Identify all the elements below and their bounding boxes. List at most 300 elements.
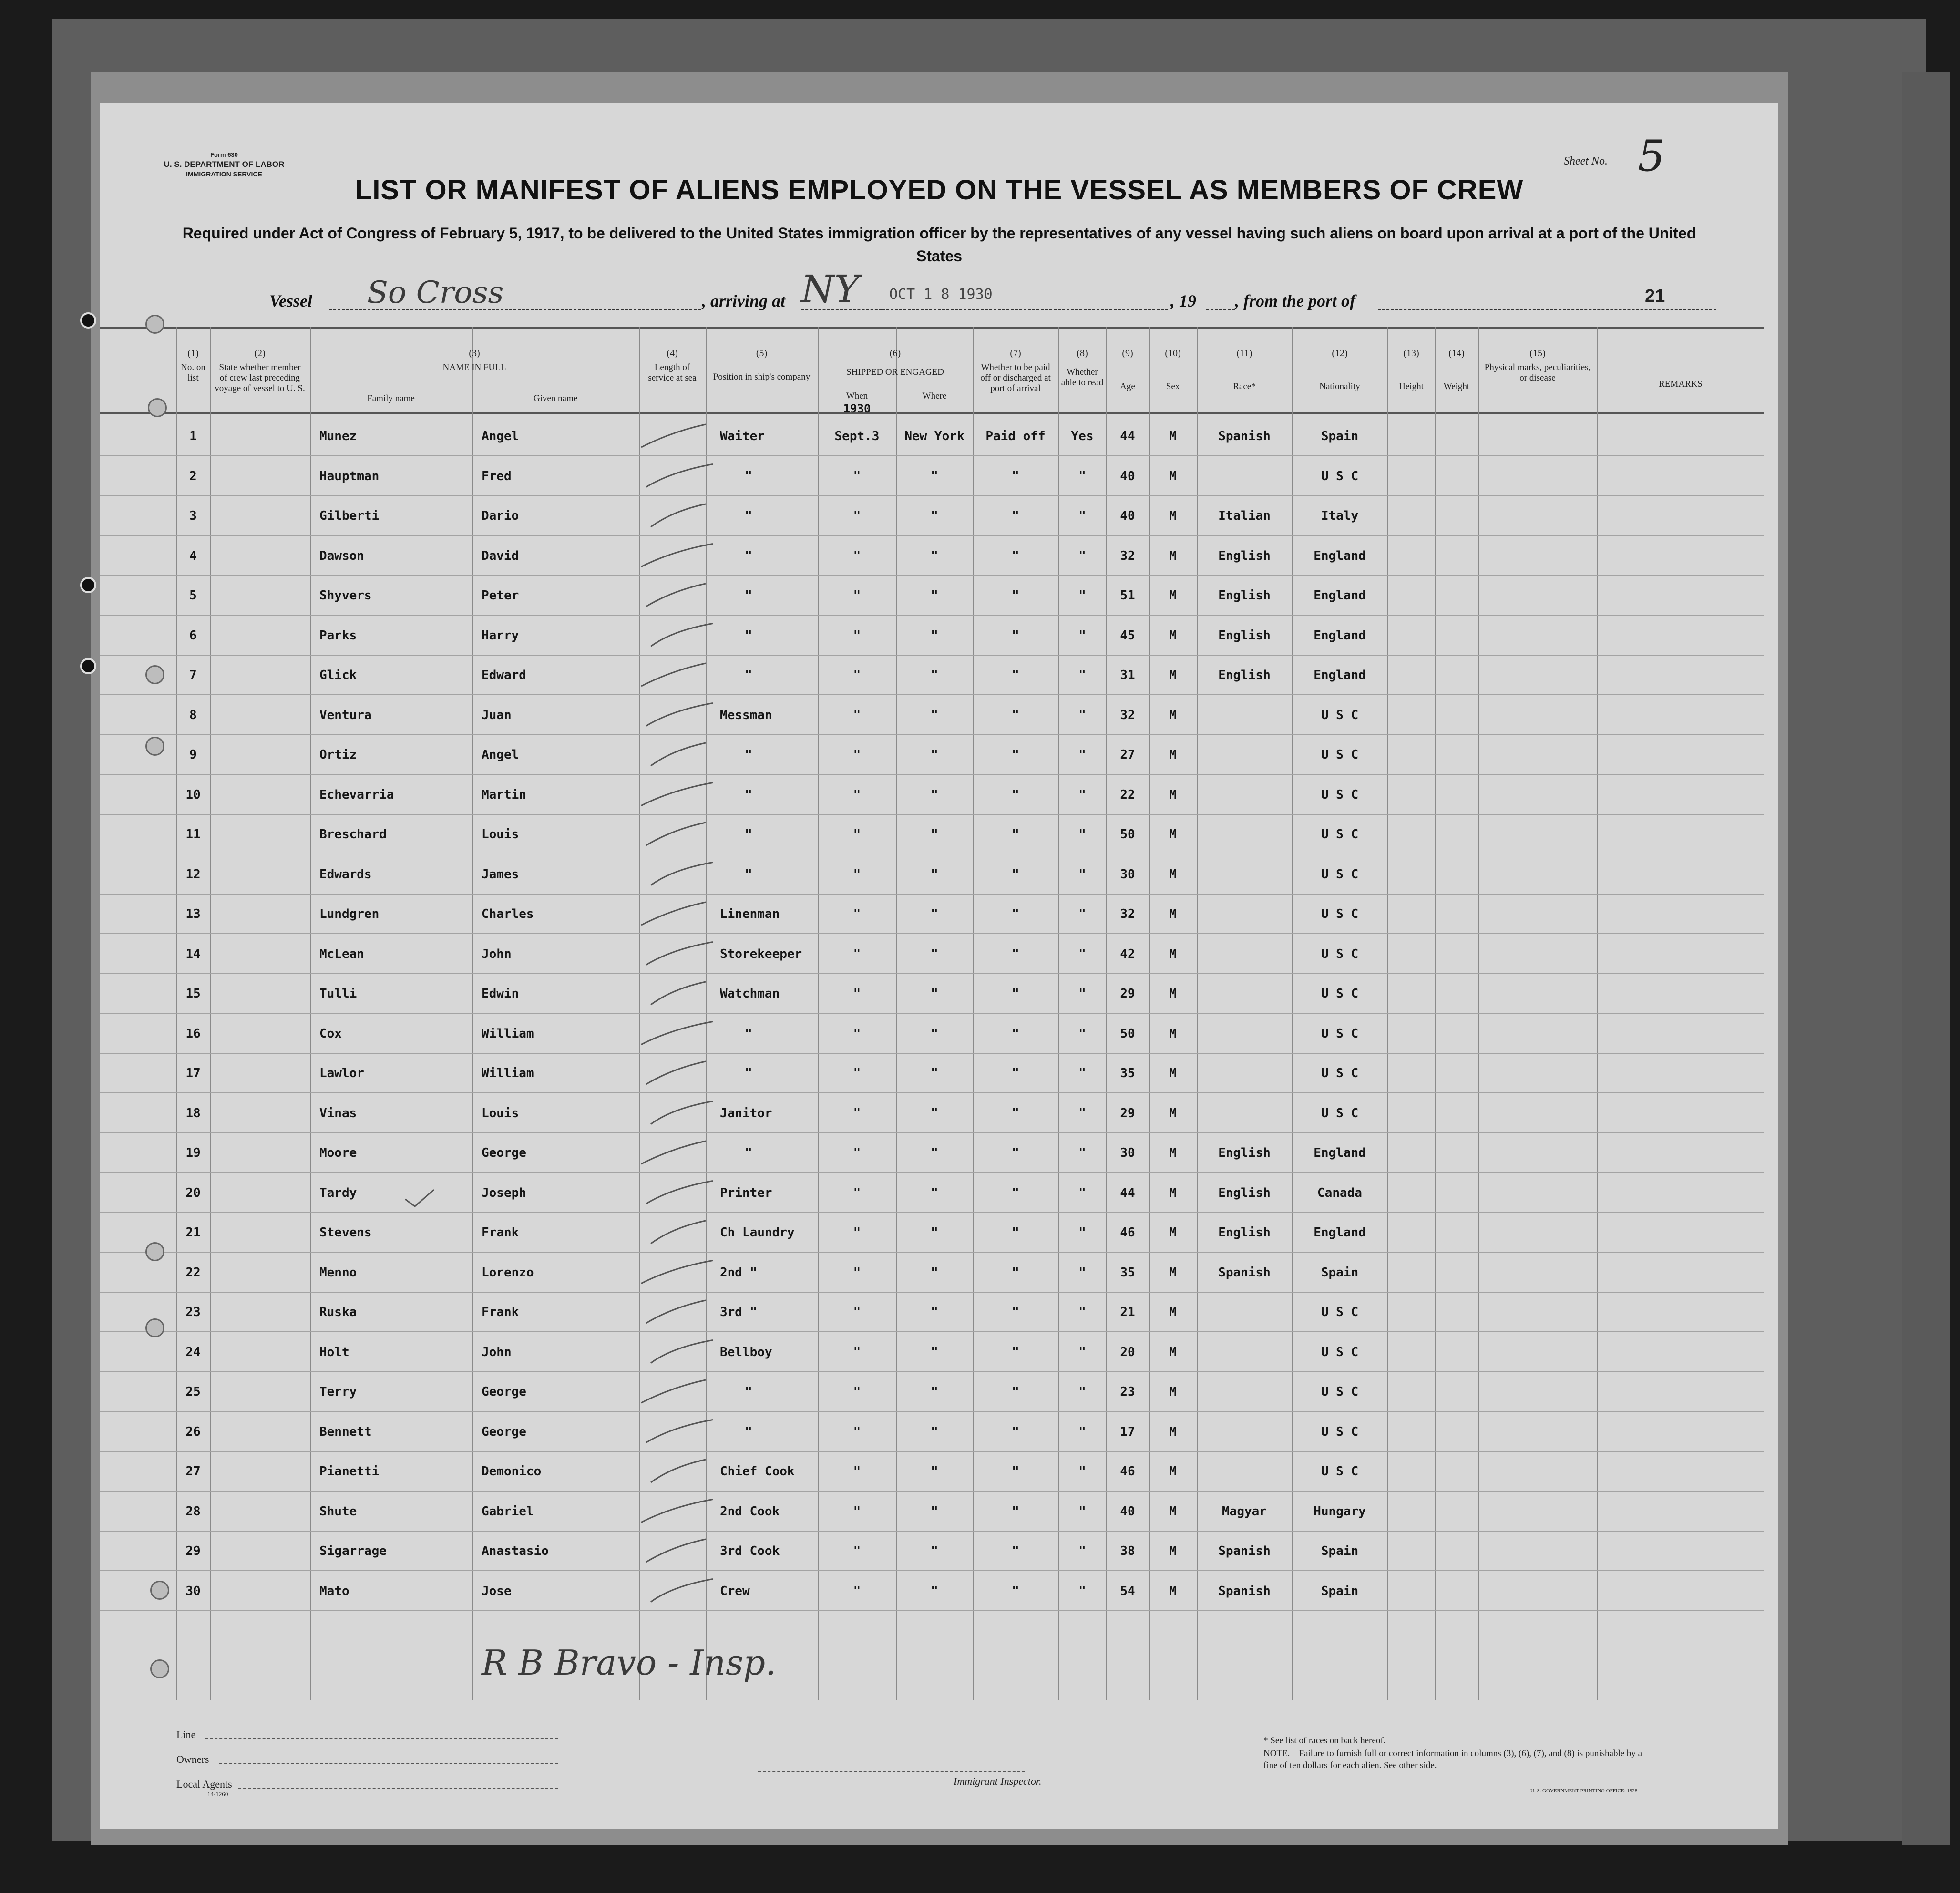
cell-where: " xyxy=(931,907,938,921)
cell-position: Ch Laundry xyxy=(720,1225,795,1240)
col-number-5: (5) xyxy=(756,348,768,359)
col-number-14: (14) xyxy=(1448,348,1465,359)
cell-given: Edwin xyxy=(482,987,519,1001)
cell-read: " xyxy=(1078,548,1086,563)
cell-given: Frank xyxy=(482,1305,519,1319)
cell-race: Spanish xyxy=(1218,1265,1271,1280)
cell-sex: M xyxy=(1169,787,1177,802)
cell-age: 45 xyxy=(1120,628,1135,643)
cell-sex: M xyxy=(1169,1584,1177,1598)
header-when: When xyxy=(846,391,868,401)
cell-age: 32 xyxy=(1120,548,1135,563)
cell-position: 3rd Cook xyxy=(720,1544,780,1558)
cell-no: 14 xyxy=(185,946,201,961)
cell-family: Ventura xyxy=(319,708,372,722)
cell-paid: " xyxy=(1012,548,1019,563)
pencil-check-mark xyxy=(651,982,706,1005)
cell-read: " xyxy=(1078,1544,1086,1558)
cell-sex: M xyxy=(1169,1345,1177,1359)
cell-family: Holt xyxy=(319,1345,349,1359)
cell-where: " xyxy=(931,1225,938,1240)
cell-family: Moore xyxy=(319,1146,357,1160)
cell-paid: " xyxy=(1012,867,1019,882)
col-number-7: (7) xyxy=(1010,348,1021,359)
cell-position: Printer xyxy=(720,1185,772,1200)
cell-position: " xyxy=(745,588,752,603)
cell-position: 2nd Cook xyxy=(720,1504,780,1519)
cell-paid: " xyxy=(1012,1584,1019,1598)
cell-read: " xyxy=(1078,1584,1086,1598)
cell-position: " xyxy=(745,509,752,523)
cell-sex: M xyxy=(1169,748,1177,762)
cell-read: " xyxy=(1078,987,1086,1001)
pencil-check-mark xyxy=(641,1500,713,1523)
cell-no: 8 xyxy=(189,708,197,722)
cell-family: Shyvers xyxy=(319,588,372,603)
cell-paid: " xyxy=(1012,509,1019,523)
cell-position: " xyxy=(745,1385,752,1399)
cell-no: 3 xyxy=(189,509,197,523)
cell-given: Jose xyxy=(482,1584,512,1598)
cell-no: 9 xyxy=(189,748,197,762)
cell-when: " xyxy=(853,1345,861,1359)
cell-no: 6 xyxy=(189,628,197,643)
cell-when: " xyxy=(853,548,861,563)
cell-nationality: Canada xyxy=(1317,1185,1362,1200)
cell-where: " xyxy=(931,1066,938,1080)
cell-paid: " xyxy=(1012,1026,1019,1041)
header-physical-marks: Physical marks, peculiarities, or disease xyxy=(1484,362,1591,383)
cell-sex: M xyxy=(1169,1265,1177,1280)
cell-age: 21 xyxy=(1120,1305,1135,1319)
cell-nationality: U S C xyxy=(1321,787,1359,802)
reinforcement-ring xyxy=(150,1659,169,1678)
pencil-check-mark xyxy=(646,703,713,726)
cell-sex: M xyxy=(1169,946,1177,961)
cell-family: Lundgren xyxy=(319,907,380,921)
cell-position: Linenman xyxy=(720,907,780,921)
local-agents-label: Local Agents xyxy=(176,1778,232,1790)
cell-age: 30 xyxy=(1120,867,1135,882)
binder-strip xyxy=(1902,72,1950,1845)
year-label: , 19 xyxy=(1170,291,1196,310)
cell-family: Gilberti xyxy=(319,509,380,523)
cell-nationality: U S C xyxy=(1321,987,1359,1001)
cell-nationality: U S C xyxy=(1321,1385,1359,1399)
cell-nationality: U S C xyxy=(1321,946,1359,961)
cell-age: 54 xyxy=(1120,1584,1135,1598)
col-number-3: (3) xyxy=(469,348,480,359)
cell-where: " xyxy=(931,946,938,961)
cell-read: " xyxy=(1078,1385,1086,1399)
cell-age: 20 xyxy=(1120,1345,1135,1359)
arriving-port: NY xyxy=(801,267,860,311)
cell-paid: " xyxy=(1012,469,1019,484)
cell-paid: " xyxy=(1012,1066,1019,1080)
cell-paid: " xyxy=(1012,1424,1019,1439)
cell-position: " xyxy=(745,748,752,762)
cell-race: English xyxy=(1218,628,1271,643)
page-title: LIST OR MANIFEST OF ALIENS EMPLOYED ON THE VESSEL AS MEMBERS OF CREW xyxy=(355,175,1524,206)
cell-where: " xyxy=(931,1026,938,1041)
pencil-check-mark xyxy=(646,1300,706,1323)
cell-when: " xyxy=(853,787,861,802)
cell-position: " xyxy=(745,1066,752,1080)
cell-family: Tulli xyxy=(319,987,357,1001)
cell-given: David xyxy=(482,548,519,563)
cell-read: " xyxy=(1078,668,1086,682)
cell-when: " xyxy=(853,1464,861,1479)
cell-read: " xyxy=(1078,867,1086,882)
col-number-10: (10) xyxy=(1165,348,1181,359)
header-where: Where xyxy=(922,391,947,401)
cell-when: " xyxy=(853,1584,861,1598)
cell-family: Stevens xyxy=(319,1225,372,1240)
col-number-8: (8) xyxy=(1077,348,1088,359)
binder-punch-hole xyxy=(80,577,96,593)
cell-given: Demonico xyxy=(482,1464,542,1479)
cell-read: " xyxy=(1078,907,1086,921)
cell-sex: M xyxy=(1169,1464,1177,1479)
cell-read: " xyxy=(1078,827,1086,842)
cell-read: " xyxy=(1078,1106,1086,1121)
cell-sex: M xyxy=(1169,1026,1177,1041)
cell-when: " xyxy=(853,1106,861,1121)
cell-no: 13 xyxy=(185,907,201,921)
cell-race: Spanish xyxy=(1218,429,1271,443)
cell-given: Harry xyxy=(482,628,519,643)
cell-no: 21 xyxy=(185,1225,201,1240)
pencil-check-mark xyxy=(651,1340,713,1363)
pencil-check-mark xyxy=(641,424,706,447)
cell-given: Angel xyxy=(482,429,519,443)
cell-no: 16 xyxy=(185,1026,201,1041)
cell-read: " xyxy=(1078,509,1086,523)
line-field xyxy=(205,1738,558,1739)
cell-family: Tardy xyxy=(319,1185,357,1200)
cell-no: 29 xyxy=(185,1544,201,1558)
cell-no: 11 xyxy=(185,827,201,842)
cell-where: " xyxy=(931,987,938,1001)
header-remarks: REMARKS xyxy=(1659,379,1703,389)
pencil-check-mark xyxy=(646,823,706,845)
cell-read: " xyxy=(1078,946,1086,961)
cell-sex: M xyxy=(1169,708,1177,722)
service-name: IMMIGRATION SERVICE xyxy=(186,170,262,178)
cell-no: 12 xyxy=(185,867,201,882)
cell-family: Parks xyxy=(319,628,357,643)
cell-paid: " xyxy=(1012,708,1019,722)
cell-no: 24 xyxy=(185,1345,201,1359)
cell-when: Sept.3 xyxy=(834,429,880,443)
pencil-check-mark xyxy=(646,1061,706,1084)
cell-position: " xyxy=(745,1424,752,1439)
cell-age: 22 xyxy=(1120,787,1135,802)
cell-sex: M xyxy=(1169,827,1177,842)
cell-where: " xyxy=(931,1345,938,1359)
vessel-name: So Cross xyxy=(367,275,504,310)
cell-given: Peter xyxy=(482,588,519,603)
cell-when: " xyxy=(853,1544,861,1558)
cell-position: " xyxy=(745,668,752,682)
cell-no: 19 xyxy=(185,1146,201,1160)
owners-label: Owners xyxy=(176,1753,209,1765)
header-state-whether: State whether member of crew last preceding voyage of vessel to U. S. xyxy=(215,362,305,393)
cell-no: 22 xyxy=(185,1265,201,1280)
cell-nationality: U S C xyxy=(1321,1305,1359,1319)
cell-where: " xyxy=(931,1385,938,1399)
cell-where: " xyxy=(931,469,938,484)
cell-age: 44 xyxy=(1120,1185,1135,1200)
cell-family: Menno xyxy=(319,1265,357,1280)
cell-where: New York xyxy=(904,429,965,443)
header-sex: Sex xyxy=(1166,381,1180,391)
cell-where: " xyxy=(931,1185,938,1200)
cell-when: " xyxy=(853,946,861,961)
cell-position: Bellboy xyxy=(720,1345,772,1359)
reinforcement-ring xyxy=(145,1318,164,1337)
printer-note: U. S. GOVERNMENT PRINTING OFFICE: 1928 xyxy=(1530,1788,1638,1794)
cell-read: " xyxy=(1078,628,1086,643)
cell-family: Glick xyxy=(319,668,357,682)
binder-punch-hole xyxy=(80,312,96,329)
arriving-label: , arriving at xyxy=(702,291,786,310)
cell-age: 50 xyxy=(1120,1026,1135,1041)
pencil-check-mark xyxy=(641,1022,713,1045)
cell-family: Sigarrage xyxy=(319,1544,387,1558)
cell-family: Hauptman xyxy=(319,469,380,484)
header-family-name: Family name xyxy=(367,393,415,403)
header-race: Race* xyxy=(1233,381,1256,391)
cell-race: English xyxy=(1218,588,1271,603)
cell-given: Louis xyxy=(482,1106,519,1121)
cell-read: " xyxy=(1078,1504,1086,1519)
cell-when: " xyxy=(853,907,861,921)
cell-race: Italian xyxy=(1218,509,1271,523)
cell-age: 40 xyxy=(1120,469,1135,484)
cell-sex: M xyxy=(1169,1424,1177,1439)
pencil-check-mark xyxy=(646,1420,713,1443)
cell-sex: M xyxy=(1169,1066,1177,1080)
cell-paid: " xyxy=(1012,787,1019,802)
cell-no: 4 xyxy=(189,548,197,563)
cell-age: 29 xyxy=(1120,987,1135,1001)
cell-age: 30 xyxy=(1120,1146,1135,1160)
form-number: Form 630 xyxy=(210,151,238,158)
cell-paid: " xyxy=(1012,1185,1019,1200)
cell-when: " xyxy=(853,1026,861,1041)
cell-no: 1 xyxy=(189,429,197,443)
cell-paid: " xyxy=(1012,1225,1019,1240)
cell-paid: " xyxy=(1012,1146,1019,1160)
header-age: Age xyxy=(1120,381,1135,391)
pencil-check-mark xyxy=(641,902,706,925)
cell-where: " xyxy=(931,748,938,762)
col-number-2: (2) xyxy=(254,348,266,359)
cell-family: Echevarria xyxy=(319,787,394,802)
cell-nationality: U S C xyxy=(1321,827,1359,842)
cell-race: English xyxy=(1218,1146,1271,1160)
cell-sex: M xyxy=(1169,1504,1177,1519)
inspector-signature: R B Bravo - Insp. xyxy=(482,1643,777,1683)
pencil-check-mark xyxy=(641,663,706,686)
cell-position: Messman xyxy=(720,708,772,722)
cell-where: " xyxy=(931,1146,938,1160)
cell-position: " xyxy=(745,1146,752,1160)
cell-nationality: U S C xyxy=(1321,1066,1359,1080)
cell-nationality: U S C xyxy=(1321,1106,1359,1121)
cell-given: Juan xyxy=(482,708,512,722)
cell-when: " xyxy=(853,1305,861,1319)
page-number: 21 xyxy=(1645,286,1665,306)
cell-paid: " xyxy=(1012,946,1019,961)
cell-sex: M xyxy=(1169,1146,1177,1160)
col-number-4: (4) xyxy=(667,348,678,359)
cell-race: English xyxy=(1218,548,1271,563)
cell-position: Crew xyxy=(720,1584,750,1598)
cell-family: Ortiz xyxy=(319,748,357,762)
cell-race: English xyxy=(1218,668,1271,682)
cell-paid: " xyxy=(1012,1345,1019,1359)
cell-sex: M xyxy=(1169,628,1177,643)
cell-where: " xyxy=(931,827,938,842)
cell-nationality: U S C xyxy=(1321,748,1359,762)
cell-read: " xyxy=(1078,1345,1086,1359)
cell-age: 17 xyxy=(1120,1424,1135,1439)
cell-family: Cox xyxy=(319,1026,342,1041)
cell-nationality: England xyxy=(1314,1225,1366,1240)
cell-when: " xyxy=(853,748,861,762)
cell-age: 35 xyxy=(1120,1066,1135,1080)
cell-nationality: U S C xyxy=(1321,1345,1359,1359)
cell-sex: M xyxy=(1169,469,1177,484)
cell-given: William xyxy=(482,1026,534,1041)
cell-no: 28 xyxy=(185,1504,201,1519)
pencil-check-mark xyxy=(651,1579,713,1602)
header-no-on-list: No. on list xyxy=(181,362,205,383)
pencil-check-mark xyxy=(641,1261,713,1284)
cell-no: 20 xyxy=(185,1185,201,1200)
cell-sex: M xyxy=(1169,588,1177,603)
cell-no: 10 xyxy=(185,787,201,802)
pencil-check-mark xyxy=(651,863,713,885)
cell-paid: Paid off xyxy=(985,429,1046,443)
cell-where: " xyxy=(931,1305,938,1319)
cell-given: Gabriel xyxy=(482,1504,534,1519)
reinforcement-ring xyxy=(145,1242,164,1261)
cell-when: " xyxy=(853,588,861,603)
col-number-12: (12) xyxy=(1332,348,1348,359)
cell-where: " xyxy=(931,787,938,802)
cell-age: 38 xyxy=(1120,1544,1135,1558)
header-position: Position in ship's company xyxy=(713,372,811,382)
cell-paid: " xyxy=(1012,668,1019,682)
cell-nationality: U S C xyxy=(1321,907,1359,921)
reinforcement-ring xyxy=(145,665,164,684)
cell-paid: " xyxy=(1012,987,1019,1001)
cell-given: George xyxy=(482,1146,526,1160)
cell-family: Dawson xyxy=(319,548,364,563)
cell-age: 40 xyxy=(1120,1504,1135,1519)
cell-where: " xyxy=(931,1265,938,1280)
pencil-check-mark xyxy=(646,464,713,487)
cell-paid: " xyxy=(1012,827,1019,842)
form-code: 14-1260 xyxy=(207,1790,228,1798)
cell-age: 32 xyxy=(1120,708,1135,722)
cell-age: 40 xyxy=(1120,509,1135,523)
cell-sex: M xyxy=(1169,1225,1177,1240)
cell-read: " xyxy=(1078,1464,1086,1479)
cell-family: Edwards xyxy=(319,867,372,882)
cell-when: " xyxy=(853,827,861,842)
cell-when: " xyxy=(853,509,861,523)
cell-sex: M xyxy=(1169,1385,1177,1399)
cell-position: " xyxy=(745,867,752,882)
cell-when: " xyxy=(853,469,861,484)
cell-sex: M xyxy=(1169,1106,1177,1121)
cell-read: " xyxy=(1078,1066,1086,1080)
cell-when: " xyxy=(853,1146,861,1160)
cell-age: 32 xyxy=(1120,907,1135,921)
cell-paid: " xyxy=(1012,1464,1019,1479)
owners-field xyxy=(219,1763,558,1764)
cell-where: " xyxy=(931,1424,938,1439)
cell-nationality: U S C xyxy=(1321,1424,1359,1439)
sheet-label: Sheet No. xyxy=(1564,155,1608,167)
vessel-label: Vessel xyxy=(269,291,312,310)
cell-given: Lorenzo xyxy=(482,1265,534,1280)
cell-when: " xyxy=(853,1185,861,1200)
cell-when: " xyxy=(853,1265,861,1280)
pencil-check-mark xyxy=(641,1141,706,1164)
cell-race: English xyxy=(1218,1225,1271,1240)
cell-where: " xyxy=(931,1106,938,1121)
cell-paid: " xyxy=(1012,1544,1019,1558)
pencil-check-mark xyxy=(641,1380,706,1403)
cell-where: " xyxy=(931,628,938,643)
cell-given: Dario xyxy=(482,509,519,523)
pencil-check-mark xyxy=(651,1101,713,1124)
cell-age: 46 xyxy=(1120,1464,1135,1479)
cell-no: 27 xyxy=(185,1464,201,1479)
cell-no: 17 xyxy=(185,1066,201,1080)
cell-no: 30 xyxy=(185,1584,201,1598)
cell-given: John xyxy=(482,946,512,961)
cell-race: Spanish xyxy=(1218,1544,1271,1558)
pencil-check-mark xyxy=(646,584,706,607)
pencil-check-mark xyxy=(651,1460,706,1482)
cell-given: Louis xyxy=(482,827,519,842)
cell-read: " xyxy=(1078,1026,1086,1041)
cell-no: 26 xyxy=(185,1424,201,1439)
cell-nationality: England xyxy=(1314,588,1366,603)
line-label: Line xyxy=(176,1728,196,1740)
header-able-to-read: Whether able to read xyxy=(1061,367,1104,388)
pencil-tick-marks xyxy=(100,103,1778,1829)
cell-race: English xyxy=(1218,1185,1271,1200)
cell-given: John xyxy=(482,1345,512,1359)
inspector-label: Immigrant Inspector. xyxy=(954,1775,1042,1787)
cell-age: 42 xyxy=(1120,946,1135,961)
cell-paid: " xyxy=(1012,1265,1019,1280)
cell-race: Magyar xyxy=(1222,1504,1267,1519)
department-name: U. S. DEPARTMENT OF LABOR xyxy=(164,160,285,169)
col-number-1: (1) xyxy=(187,348,199,359)
cell-position: " xyxy=(745,548,752,563)
pencil-check-mark xyxy=(646,1181,713,1204)
cell-no: 5 xyxy=(189,588,197,603)
cell-age: 23 xyxy=(1120,1385,1135,1399)
